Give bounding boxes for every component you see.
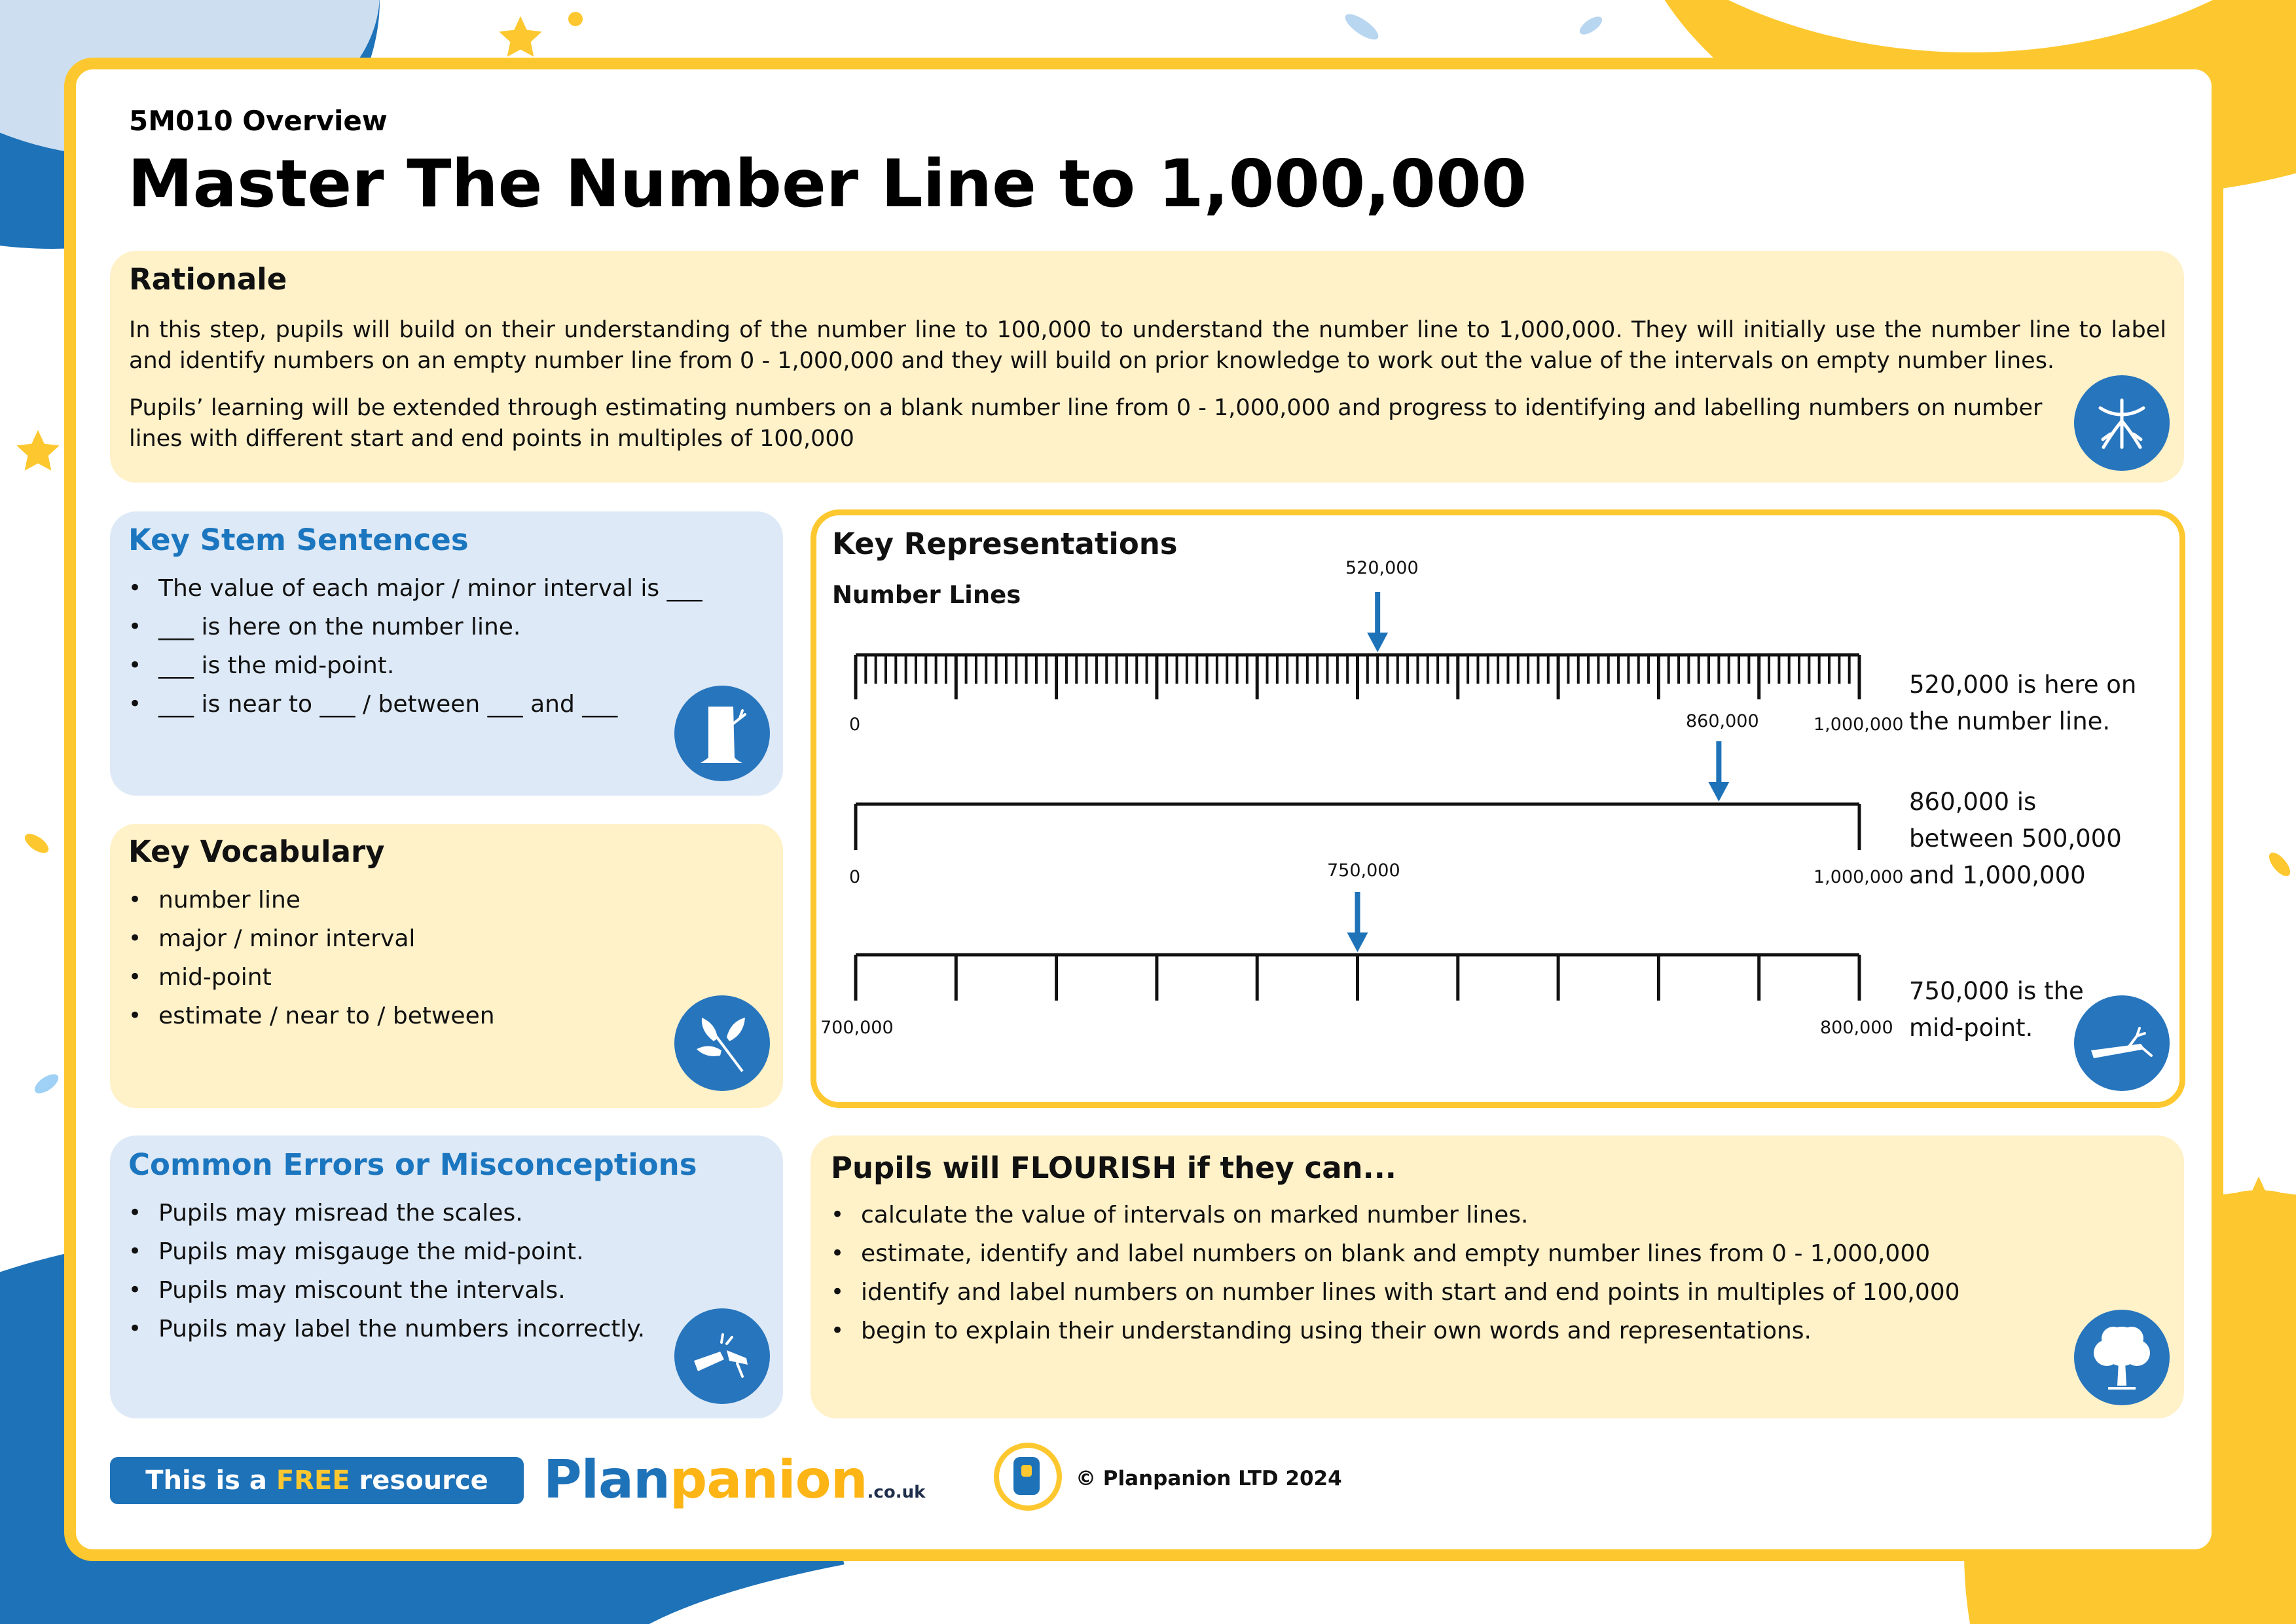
leaves-icon (674, 995, 770, 1091)
list-item: • The value of each major / minor interval is ___ (128, 575, 702, 602)
list-item: • estimate / near to / between (128, 1003, 495, 1029)
number-line-2-start-label: 0 (849, 867, 861, 887)
marker-arrow-head (1347, 932, 1368, 952)
marker-arrow-head (1367, 633, 1388, 652)
number-line-1-start-label: 0 (849, 714, 861, 735)
rationale-title: Rationale (129, 262, 287, 297)
stem-sentences-list (128, 575, 702, 718)
planpanion-badge-icon (994, 1443, 1062, 1511)
logo-part-1: Plan (543, 1449, 670, 1510)
list-item: • ___ is the mid-point. (128, 652, 702, 679)
number-line-1-end-label: 1,000,000 (1813, 714, 1904, 735)
number-line-2 (845, 739, 1879, 857)
roots-icon (2074, 375, 2170, 471)
number-line-3-marker-label: 750,000 (1327, 860, 1400, 881)
flourish-title: Pupils will FLOURISH if they can... (831, 1151, 1396, 1185)
banner-suffix: resource from (282, 1466, 488, 1543)
tree-icon (2074, 1310, 2170, 1405)
number-line-2-end-label: 1,000,000 (1813, 867, 1904, 887)
vocabulary-title: Key Vocabulary (128, 834, 385, 869)
list-item: • Pupils may miscount the intervals. (128, 1277, 645, 1304)
list-item: • mid-point (128, 964, 495, 991)
number-line-2-caption: 860,000 is between 500,000 and 1,000,000 (1909, 788, 2122, 889)
free-resource-banner (110, 1457, 524, 1543)
list-item: • estimate, identify and label numbers on blank and empty number lines from 0 - 1,000,000 (831, 1240, 1960, 1267)
misconceptions-title: Common Errors or Misconceptions (128, 1147, 697, 1182)
number-line-3 (845, 889, 1879, 1007)
list-item: • ___ is near to ___ / between ___ and ___ (128, 691, 702, 718)
page-title: Master The Number Line to 1,000,000 (128, 145, 1527, 222)
lesson-reference: 5M010 Overview (129, 105, 388, 137)
star-icon (12, 426, 64, 478)
list-item: • begin to explain their understanding using their own words and representations. (831, 1318, 1960, 1344)
number-line-1 (845, 589, 1879, 707)
rationale-paragraph-1: In this step, pupils will build on their understanding of the number line to 100,000 to understand the number line to 1,000,000. They will initially use the number line to label and identify numbers on an empty number line from 0 - 1,000,000 and they will build on prior knowledge to work out the value of the intervals on empty number lines. (129, 317, 2166, 374)
banner-free: FREE (276, 1466, 350, 1496)
tree-stump-icon (674, 686, 770, 781)
broken-branch-icon (674, 1308, 770, 1404)
vocabulary-list (128, 887, 495, 1029)
confetti-dash (31, 1071, 62, 1097)
list-item: • number line (128, 887, 495, 913)
branch-icon (2074, 995, 2170, 1091)
flourish-list (831, 1202, 1960, 1344)
number-line-1-marker-label: 520,000 (1345, 558, 1419, 578)
banner-prefix: This is a (145, 1466, 276, 1496)
number-line-3-end-label: 800,000 (1820, 1018, 1893, 1038)
logo-suffix: .co.uk (867, 1483, 926, 1502)
list-item: • Pupils may misread the scales. (128, 1200, 645, 1227)
confetti-dash (1576, 13, 1605, 38)
confetti-dash (22, 830, 52, 857)
number-line-2-marker-label: 860,000 (1686, 711, 1759, 731)
list-item: • identify and label numbers on number lines with start and end points in multiples of 100,000 (831, 1279, 1960, 1306)
confetti-dot (568, 12, 583, 26)
confetti-dash (1341, 10, 1382, 44)
list-item: • Pupils may label the numbers incorrectly. (128, 1316, 645, 1342)
key-representations-title: Key Representations (832, 526, 1178, 561)
stem-sentences-title: Key Stem Sentences (128, 523, 469, 557)
number-line-1-caption: 520,000 is here on the number line. (1909, 671, 2137, 735)
misconceptions-list (128, 1200, 645, 1342)
confetti-dash (2265, 849, 2294, 880)
number-line-3-start-label: 700,000 (820, 1018, 894, 1038)
list-item: • Pupils may misgauge the mid-point. (128, 1238, 645, 1265)
copyright: © Planpanion LTD 2024 (1076, 1467, 1342, 1490)
star-icon (2232, 1172, 2285, 1225)
number-lines-subtitle: Number Lines (832, 581, 1021, 609)
list-item: • major / minor interval (128, 925, 495, 952)
planpanion-logo[interactable] (543, 1449, 925, 1524)
list-item: • calculate the value of intervals on marked number lines. (831, 1202, 1960, 1228)
star-icon (494, 12, 547, 64)
number-line-3-caption: 750,000 is the mid-point. (1909, 977, 2084, 1042)
list-item: • ___ is here on the number line. (128, 614, 702, 640)
marker-arrow-head (1708, 782, 1729, 802)
logo-part-2: panion (670, 1449, 867, 1510)
rationale-paragraph-2: Pupils’ learning will be extended through estimating numbers on a blank number line from 0 - 1,000,000 and progress to identifying and labelling numbers on number lines with different start and end points in multiples of 100,000 (129, 395, 2043, 452)
